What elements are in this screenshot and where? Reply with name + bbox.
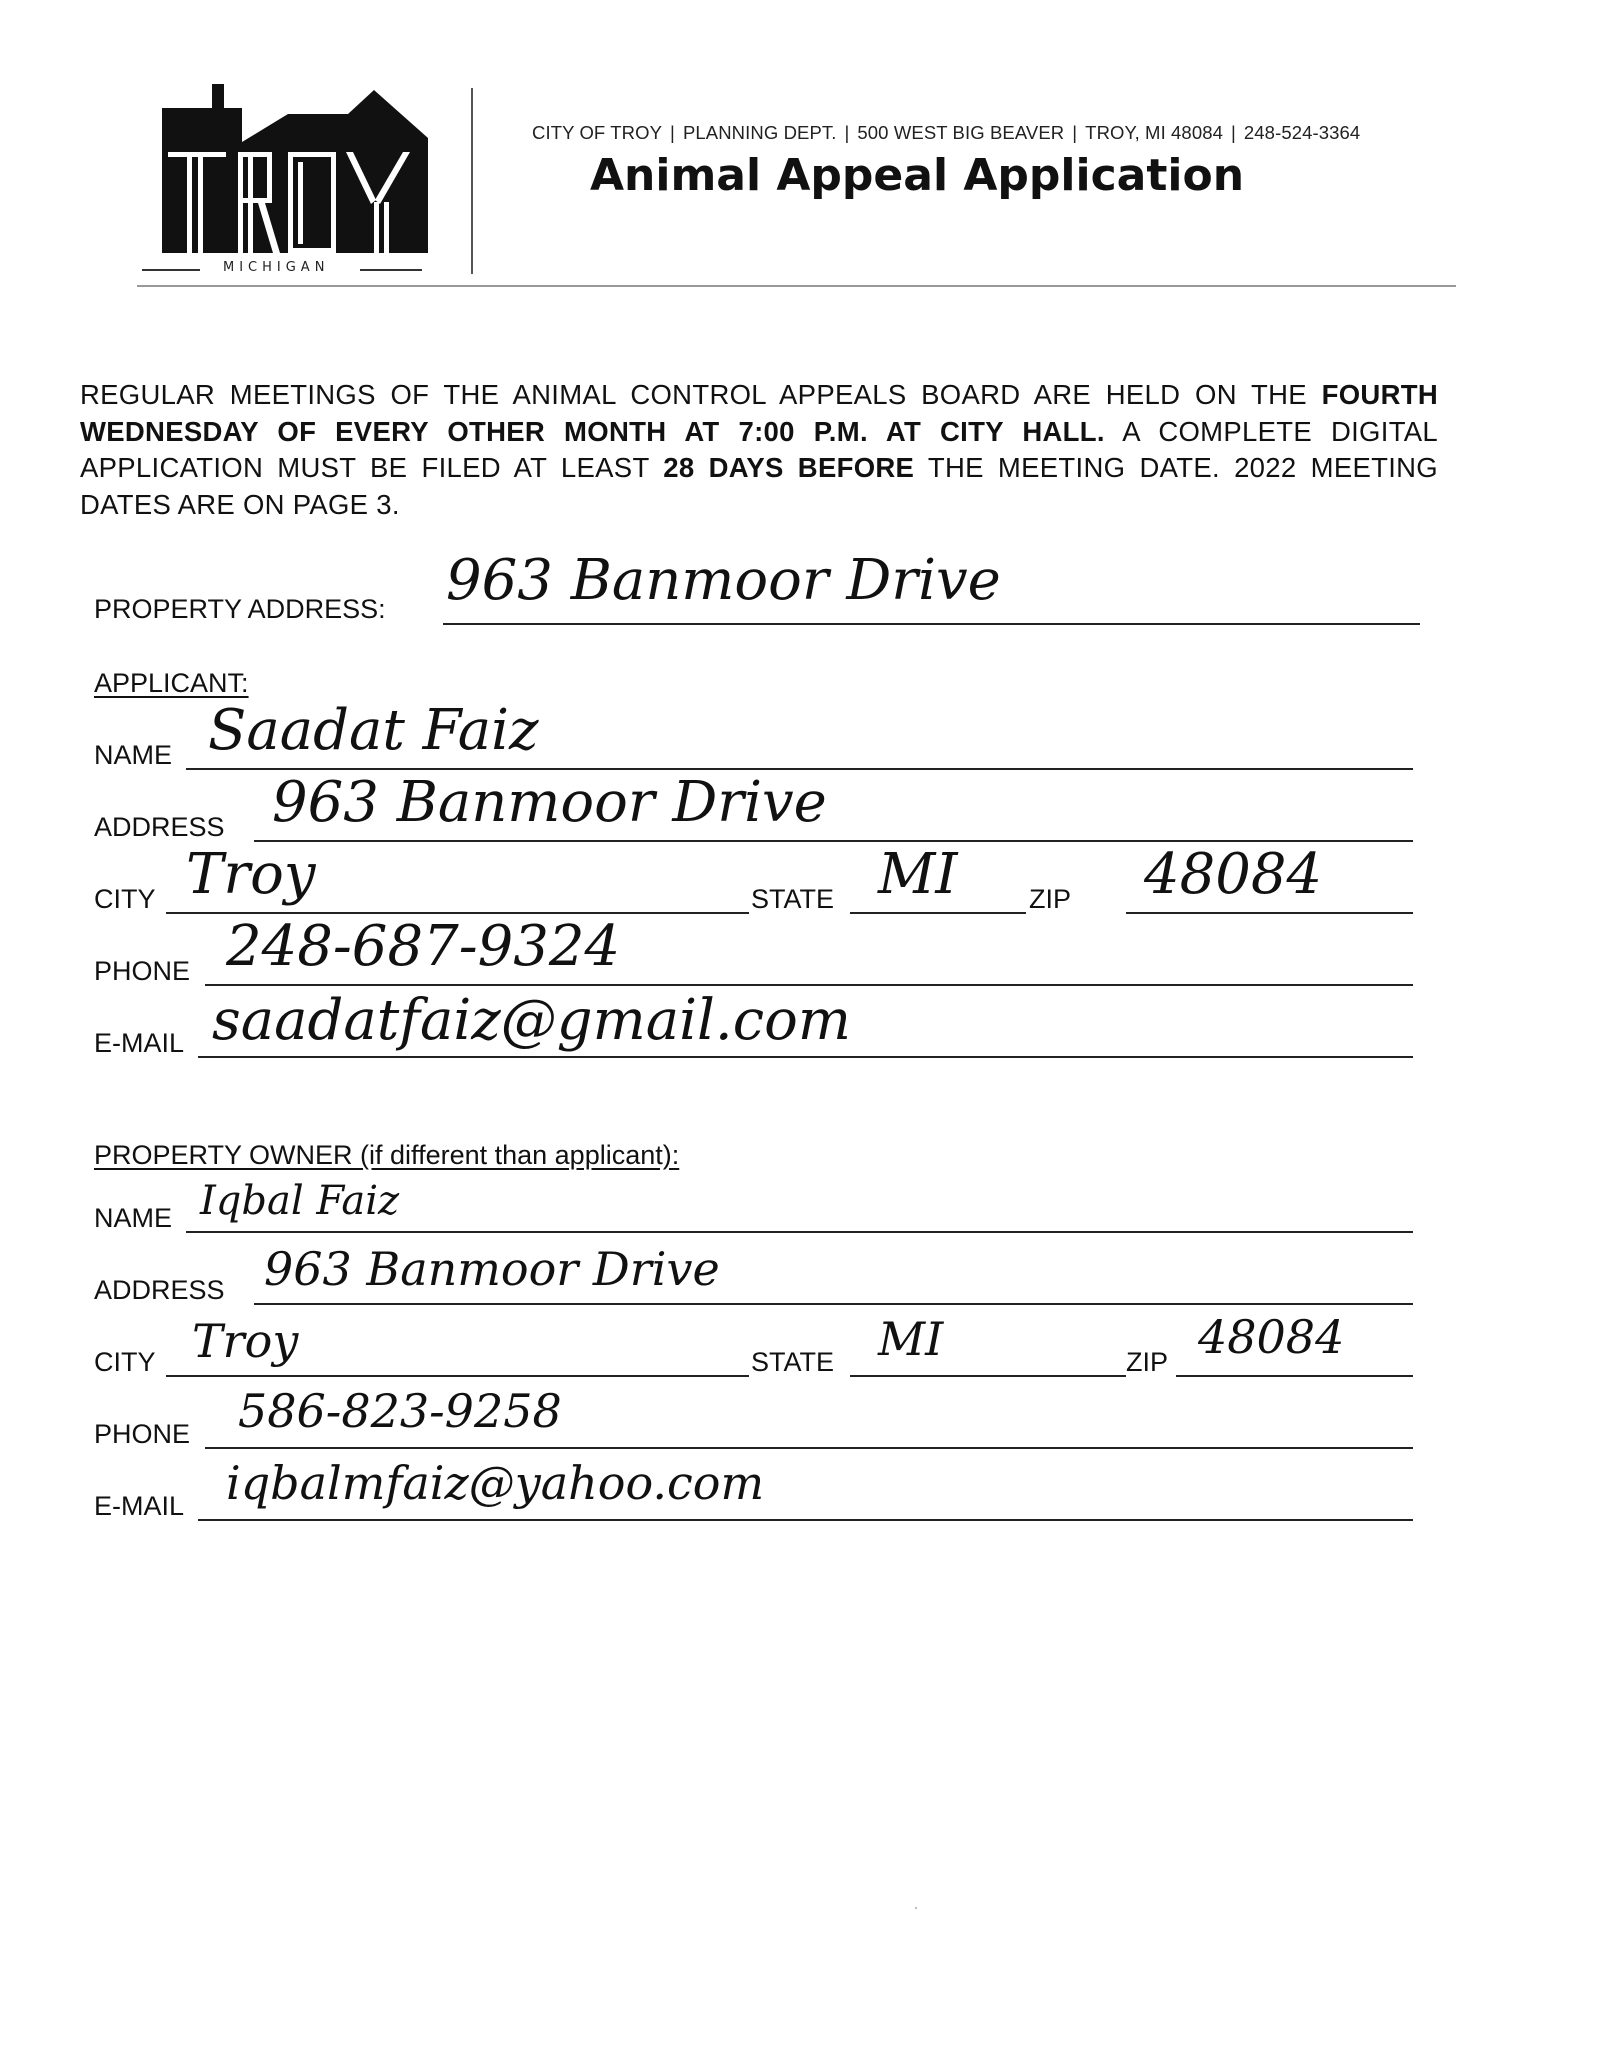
- owner-name-line: [186, 1231, 1413, 1233]
- applicant-name-field[interactable]: Saadat Faiz: [208, 698, 539, 763]
- notice-bold-deadline: 28 DAYS BEFORE: [663, 452, 915, 483]
- applicant-email-line: [198, 1056, 1413, 1058]
- owner-name-label: NAME: [94, 1203, 173, 1233]
- header-rule: [137, 285, 1456, 287]
- scan-speck: [915, 1907, 917, 1909]
- contact-city-state-zip: TROY, MI 48084: [1085, 122, 1223, 143]
- applicant-phone-label: PHONE: [94, 956, 191, 986]
- applicant-email-label: E-MAIL: [94, 1028, 185, 1058]
- owner-address-line: [254, 1303, 1413, 1305]
- troy-logo: [138, 78, 436, 278]
- notice-bold-meeting-time: FOURTH WEDNESDAY OF EVERY OTHER MONTH AT 7:00 P.M. AT CITY HALL.: [80, 379, 1438, 447]
- owner-state-field[interactable]: MI: [878, 1312, 944, 1366]
- applicant-zip-label: ZIP: [1029, 884, 1072, 914]
- header-divider: [471, 88, 473, 274]
- notice-text: A COMPLETE DIGITAL APPLICATION MUST BE FILED AT LEAST: [80, 415, 1438, 483]
- applicant-city-label: CITY: [94, 884, 156, 914]
- owner-zip-line: [1176, 1375, 1413, 1377]
- applicant-phone-field[interactable]: 248-687-9324: [226, 914, 621, 979]
- contact-separator: |: [670, 122, 675, 143]
- property-address-field[interactable]: 963 Banmoor Drive: [446, 548, 1001, 613]
- property-address-line: [443, 623, 1420, 625]
- owner-email-line: [198, 1519, 1413, 1521]
- applicant-zip-field[interactable]: 48084: [1144, 842, 1323, 907]
- property-address-label: PROPERTY ADDRESS:: [94, 594, 386, 624]
- notice-text: THE MEETING DATE. 2022 MEETING DATES ARE ON PAGE 3.: [80, 452, 1438, 520]
- applicant-state-line: [850, 912, 1026, 914]
- applicant-name-label: NAME: [94, 740, 173, 770]
- page-title: Animal Appeal Application: [589, 150, 1245, 201]
- logo-subtext: MICHIGAN: [223, 260, 330, 275]
- owner-phone-line: [205, 1447, 1413, 1449]
- owner-state-label: STATE: [751, 1347, 835, 1377]
- owner-heading: PROPERTY OWNER (if different than applicant):: [94, 1140, 680, 1170]
- owner-address-label: ADDRESS: [94, 1275, 225, 1305]
- owner-city-line: [166, 1375, 749, 1377]
- applicant-address-field[interactable]: 963 Banmoor Drive: [272, 770, 827, 835]
- owner-city-label: CITY: [94, 1347, 156, 1377]
- owner-email-field[interactable]: iqbalmfaiz@yahoo.com: [226, 1456, 765, 1510]
- applicant-zip-line: [1126, 912, 1413, 914]
- applicant-email-field[interactable]: saadatfaiz@gmail.com: [212, 988, 851, 1053]
- owner-phone-field[interactable]: 586-823-9258: [238, 1384, 562, 1438]
- applicant-phone-line: [205, 984, 1413, 986]
- applicant-heading: APPLICANT:: [94, 668, 249, 698]
- meeting-notice: [80, 377, 1438, 523]
- contact-separator: |: [1231, 122, 1236, 143]
- owner-city-field[interactable]: Troy: [192, 1314, 299, 1368]
- contact-phone: 248-524-3364: [1243, 122, 1361, 143]
- contact-street: 500 WEST BIG BEAVER: [857, 122, 1065, 143]
- notice-text: REGULAR MEETINGS OF THE ANIMAL CONTROL APPEALS BOARD ARE HELD ON THE: [80, 379, 1322, 410]
- contact-separator: |: [1072, 122, 1078, 143]
- owner-phone-label: PHONE: [94, 1419, 191, 1449]
- owner-address-field[interactable]: 963 Banmoor Drive: [264, 1242, 720, 1296]
- owner-email-label: E-MAIL: [94, 1491, 185, 1521]
- contact-separator: |: [844, 122, 850, 143]
- owner-zip-field[interactable]: 48084: [1198, 1310, 1345, 1364]
- owner-zip-label: ZIP: [1126, 1347, 1169, 1377]
- contact-city: CITY OF TROY: [532, 122, 663, 143]
- applicant-state-label: STATE: [751, 884, 835, 914]
- applicant-state-field[interactable]: MI: [878, 842, 958, 907]
- owner-name-field[interactable]: Iqbal Faiz: [200, 1178, 400, 1224]
- applicant-address-label: ADDRESS: [94, 812, 225, 842]
- owner-state-line: [850, 1375, 1126, 1377]
- header-contact-line: [532, 122, 1432, 144]
- contact-dept: PLANNING DEPT.: [682, 122, 837, 143]
- applicant-city-field[interactable]: Troy: [186, 842, 316, 907]
